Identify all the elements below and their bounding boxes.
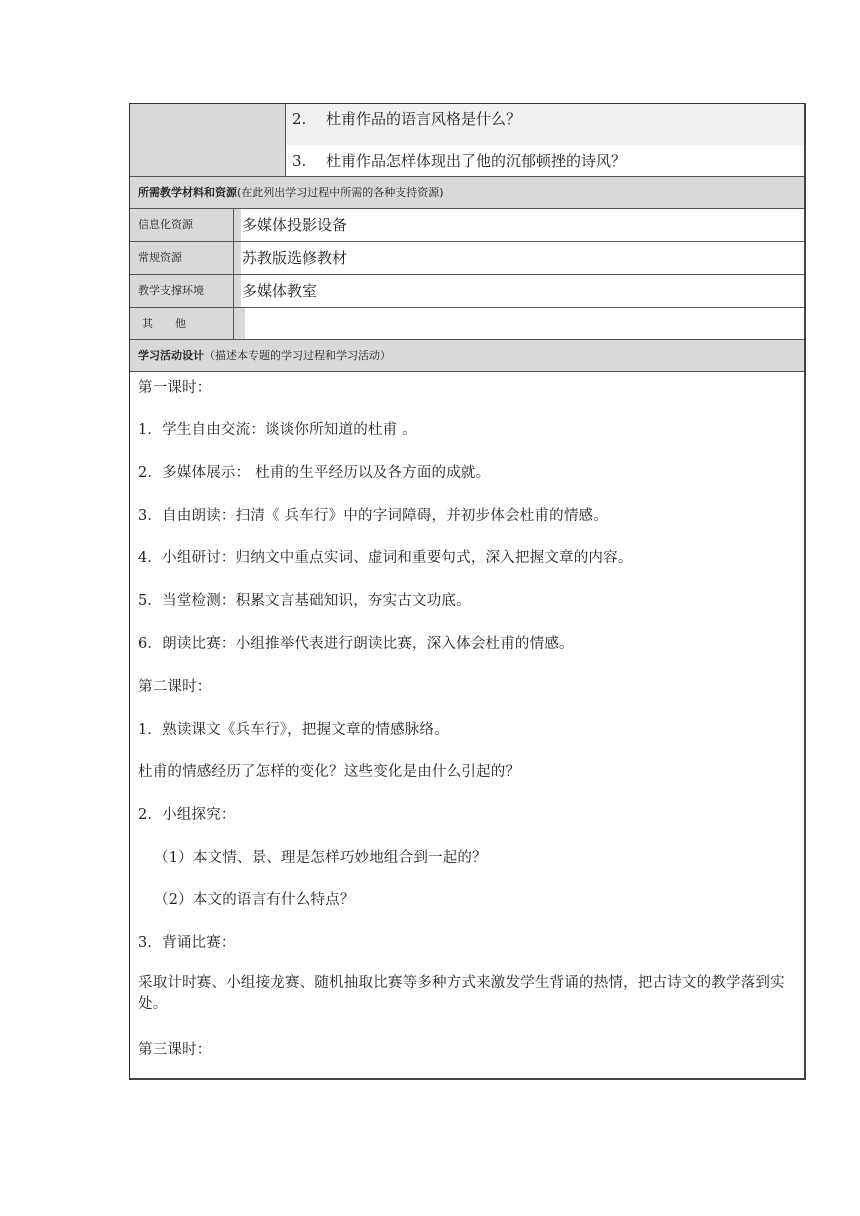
top-left-cell <box>130 104 285 176</box>
section-heading: 第二课时： <box>138 679 212 695</box>
activity-header <box>130 340 804 371</box>
activity-line: 1．学生自由交流：谈谈你所知道的杜甫 。 <box>138 422 417 438</box>
resource-value: 多媒体教室 <box>242 282 318 300</box>
resource-value: 苏教版选修教材 <box>242 249 348 267</box>
resource-value: 多媒体投影设备 <box>242 216 348 234</box>
activity-paragraph: 采取计时赛、小组接龙赛、随机抽取比赛等多种方式来激发学生背诵的热情，把古诗文的教学落到实处。 <box>138 975 785 1012</box>
activity-header-title: 学习活动设计 <box>138 349 204 362</box>
activity-line: 3．背诵比赛： <box>138 935 236 951</box>
resource-label: 信息化资源 <box>130 209 241 241</box>
resource-label: 教学支撑环境 <box>130 275 241 307</box>
activity-line: 3．自由朗读：扫清《 兵车行》中的字词障碍，并初步体会杜甫的情感。 <box>138 508 608 524</box>
activity-line: 1．熟读课文《兵车行》，把握文章的情感脉络。 <box>138 722 449 738</box>
activity-subline: （1）本文情、景、理是怎样巧妙地组合到一起的？ <box>154 850 487 866</box>
section-heading: 第一课时： <box>138 380 212 396</box>
resource-label: 其 他 <box>130 308 245 340</box>
question-item <box>292 150 626 171</box>
activity-line: 6．朗读比赛：小组推举代表进行朗读比赛，深入体会杜甫的情感。 <box>138 636 574 652</box>
activity-line: 4．小组研讨：归纳文中重点实词、虚词和重要句式，深入把握文章的内容。 <box>138 550 633 566</box>
question-item <box>292 108 521 129</box>
question-text: 杜甫作品怎样体现出了他的沉郁顿挫的诗风？ <box>326 152 627 170</box>
activity-header-note: （描述本专题的学习过程和学习活动） <box>204 349 391 362</box>
activity-line: 2．多媒体展示： 杜甫的生平经历以及各方面的成就。 <box>138 465 491 481</box>
lesson-plan-table <box>129 103 806 1080</box>
question-number: 2. <box>292 110 307 128</box>
question-text: 杜甫作品的语言风格是什么？ <box>326 110 522 128</box>
question-number: 3. <box>292 152 307 170</box>
resources-header-note: (在此列出学习过程中所需的各种支持资源) <box>237 186 444 199</box>
section-heading: 第三课时： <box>138 1042 212 1058</box>
activity-line: 2．小组探究： <box>138 807 236 823</box>
resources-header <box>130 177 804 208</box>
activity-subline: （2）本文的语言有什么特点？ <box>154 892 355 908</box>
activity-line: 5．当堂检测：积累文言基础知识，夯实古文功底。 <box>138 593 471 609</box>
activity-line: 杜甫的情感经历了怎样的变化？这些变化是由什么引起的？ <box>138 764 521 780</box>
resource-label: 常规资源 <box>130 242 241 274</box>
resources-header-title: 所需教学材料和资源 <box>138 186 237 199</box>
